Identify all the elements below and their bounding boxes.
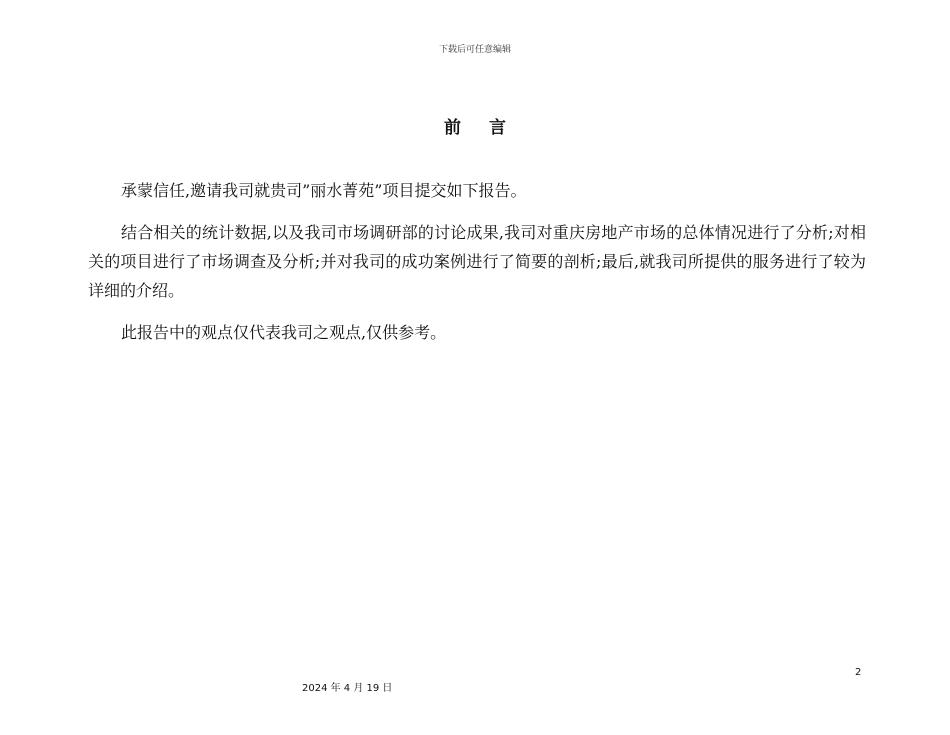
- paragraph-intro: 承蒙信任,邀请我司就贵司”丽水菁苑”项目提交如下报告。: [121, 181, 527, 200]
- document-body: [88, 176, 866, 360]
- page-title: 前言: [444, 118, 534, 138]
- header-note: 下载后可任意编辑: [438, 45, 511, 55]
- paragraph-summary: 结合相关的统计数据,以及我司市场调研部的讨论成果,我司对重庆房地产市场的总体情况进行了分析;对相关的项目进行了市场调查及分析;并对我司的成功案例进行了简要的剖析;最后,就我司所提供的服务进行了较为详细的介绍。: [88, 223, 866, 300]
- footer-date: 2024 年 4 月 19 日: [302, 683, 393, 694]
- page-number: 2: [855, 667, 862, 678]
- paragraph-disclaimer: 此报告中的观点仅代表我司之观点,仅供参考。: [121, 323, 447, 342]
